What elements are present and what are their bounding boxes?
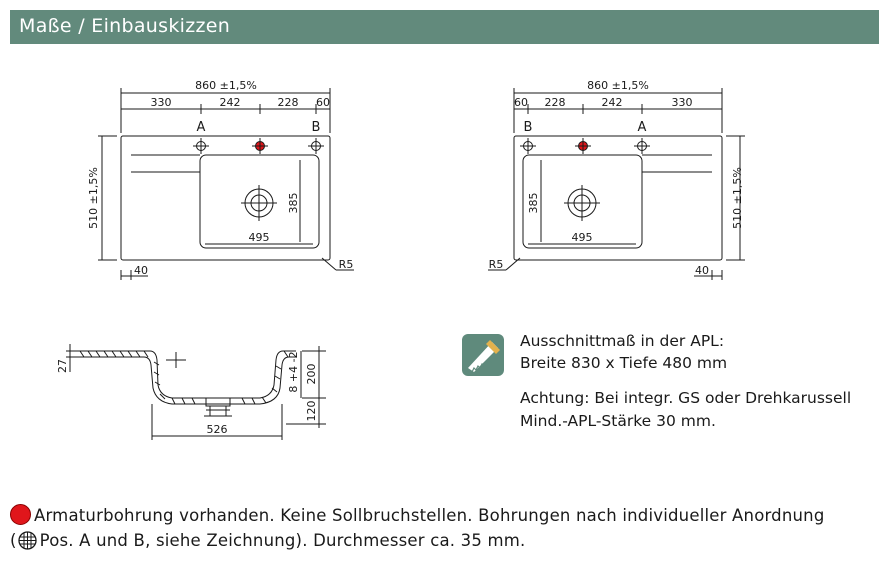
bowl-width-label: 495 <box>571 231 593 244</box>
cutout-warning: Achtung: Bei integr. GS oder Drehkarussell <box>520 389 852 407</box>
cutout-warning-2: Mind.-APL-Stärke 30 mm. <box>520 412 716 430</box>
top-view-left <box>98 88 354 280</box>
segment-label: 242 <box>219 96 241 109</box>
bowl-depth-label: 385 <box>527 192 540 214</box>
red-tap-hole-icon <box>10 504 31 525</box>
tap-hole-a-left <box>193 138 209 154</box>
radius-label: R5 <box>338 258 354 271</box>
footnote-text-2: Pos. A und B, siehe Zeichnung). Durchmesser ca. 35 mm. <box>39 531 526 550</box>
tap-hole-b-right <box>520 138 536 154</box>
section-title: Maße / Einbauskizzen <box>19 15 231 37</box>
footnote-line-1 <box>10 503 825 528</box>
segment-label: 60 <box>514 96 528 109</box>
segment-label: 228 <box>544 96 566 109</box>
overall-width-label: 860 ±1,5% <box>587 79 649 92</box>
drain-height-label: 120 <box>305 400 318 422</box>
overall-width-label: 860 ±1,5% <box>195 79 257 92</box>
segment-label: 242 <box>601 96 623 109</box>
position-a-label: A <box>637 120 647 135</box>
footnote-paren: ( <box>10 531 17 550</box>
cutout-line: Ausschnittmaß in der APL: <box>520 332 725 350</box>
saw-icon <box>462 334 504 376</box>
tap-hole-a-right <box>634 138 650 154</box>
bowl-depth-label: 200 <box>305 363 318 385</box>
footnote-line-2 <box>10 528 825 553</box>
thickness-label: 8 +4 -2 <box>287 351 300 393</box>
segment-label: 330 <box>671 96 693 109</box>
rim-label: 27 <box>56 359 69 373</box>
position-a-label: A <box>196 120 206 135</box>
section-width-label: 526 <box>206 423 228 436</box>
bowl-width-label: 495 <box>248 231 270 244</box>
cutout-size: Breite 830 x Tiefe 480 mm <box>520 354 728 372</box>
edge-label: 40 <box>695 264 709 277</box>
segment-label: 228 <box>277 96 299 109</box>
tap-hole-b-left <box>308 138 324 154</box>
grid-tap-hole-icon <box>18 531 37 550</box>
edge-label: 40 <box>134 264 148 277</box>
position-b-label: B <box>523 120 533 135</box>
segment-label: 330 <box>150 96 172 109</box>
radius-label: R5 <box>488 258 504 271</box>
top-view-right <box>488 88 745 280</box>
footnote <box>10 503 825 553</box>
bowl-depth-label: 385 <box>287 192 300 214</box>
segment-label: 60 <box>316 96 330 109</box>
tap-hole-red-left <box>252 138 268 154</box>
tap-hole-red-right <box>575 138 591 154</box>
height-label: 510 ±1,5% <box>731 167 744 229</box>
footnote-text-1: Armaturbohrung vorhanden. Keine Sollbruchstellen. Bohrungen nach individueller Anordnung <box>34 506 825 525</box>
height-label: 510 ±1,5% <box>87 167 100 229</box>
position-b-label: B <box>311 120 321 135</box>
